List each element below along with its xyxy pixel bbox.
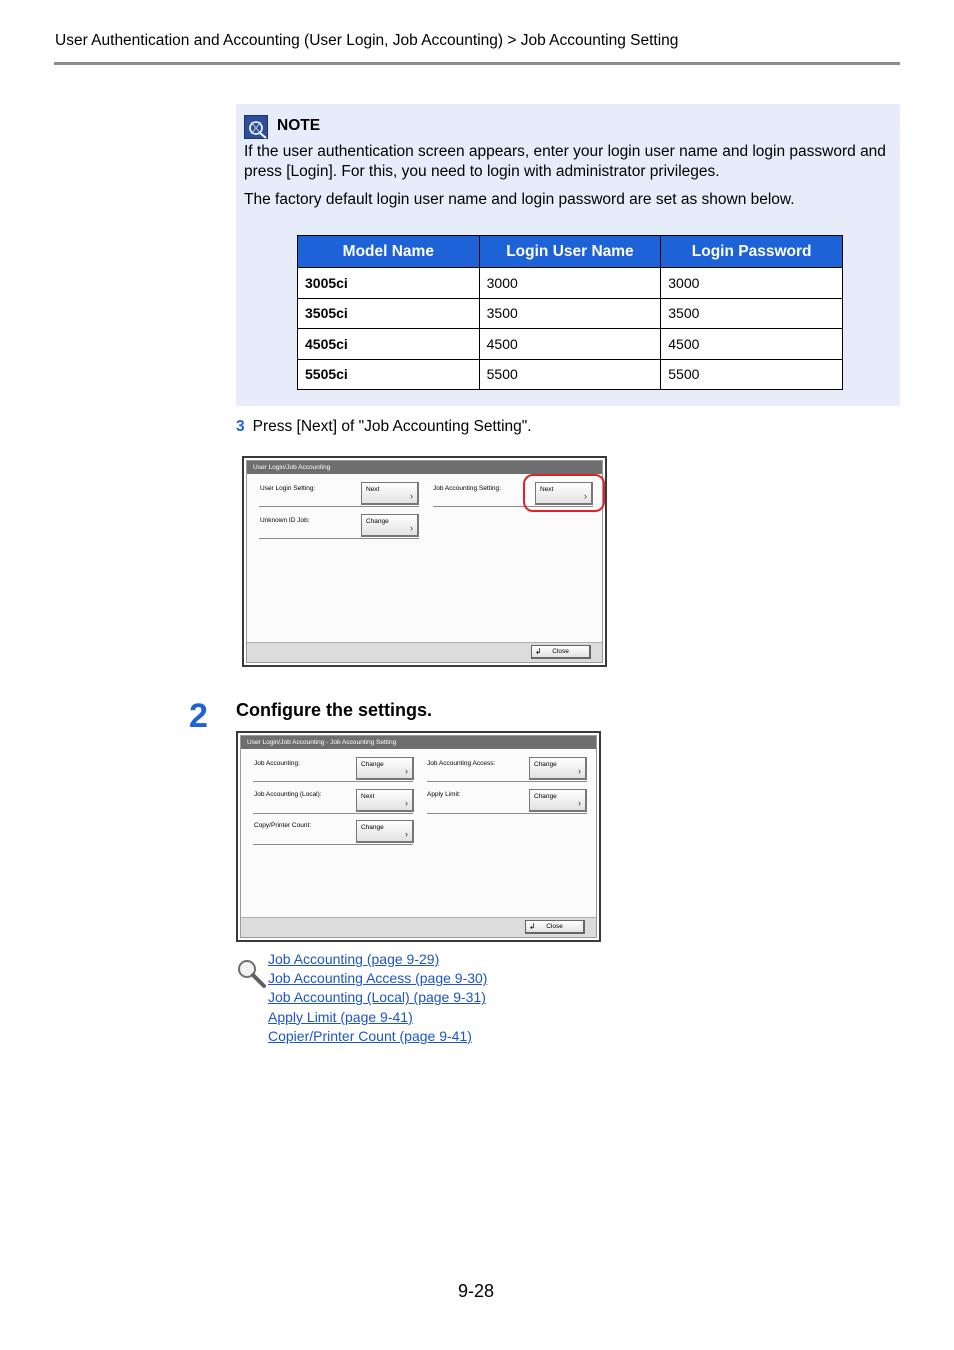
running-header: User Authentication and Accounting (User Login, Job Accounting) > Job Accounting Setting (55, 32, 679, 49)
screen-user-login-job-accounting (242, 456, 607, 667)
divider (253, 813, 413, 814)
note-box (236, 104, 900, 406)
highlight-circle (523, 474, 605, 512)
job-accounting-label: Job Accounting: (254, 760, 300, 767)
chevron-right-icon: › (405, 766, 408, 776)
table-row (298, 268, 843, 299)
header-rule (54, 62, 900, 65)
close-button[interactable] (531, 645, 591, 659)
screen-body (246, 460, 603, 663)
note-icon (244, 115, 268, 139)
close-label: Close (552, 648, 569, 655)
table-header-row (298, 236, 843, 268)
chevron-right-icon: › (584, 491, 587, 501)
job-accounting-local-label: Job Accounting (Local): (254, 791, 322, 798)
table-header-user: Login User Name (479, 236, 661, 268)
note-paragraph-login: If the user authentication screen appears, enter your login user name and login password and press [Login]. For this, you need to login with administrator privileges. (244, 143, 886, 180)
table-row (298, 329, 843, 360)
step-3-text: Press [Next] of "Job Accounting Setting". (252, 418, 532, 435)
button-label: Change (366, 518, 389, 525)
chevron-right-icon: › (405, 798, 408, 808)
table-cell-user: 3500 (479, 298, 661, 329)
note-paragraph-defaults: The factory default login user name and login password are set as shown below. (244, 191, 795, 208)
button-label: Next (366, 486, 380, 493)
button-label: Change (534, 793, 557, 800)
step-2-number: 2 (189, 697, 208, 735)
step-3-number: 3 (236, 418, 245, 435)
screen-body (240, 735, 597, 938)
job-accounting-setting-label: Job Accounting Setting: (433, 485, 501, 492)
user-login-next-button[interactable] (361, 482, 419, 505)
chevron-right-icon: › (578, 798, 581, 808)
table-header-model: Model Name (298, 236, 480, 268)
chevron-right-icon: › (405, 829, 408, 839)
user-login-setting-label: User Login Setting: (260, 485, 316, 492)
reference-links (268, 950, 487, 1046)
screen-job-accounting-setting (236, 731, 601, 942)
unknown-id-change-button[interactable] (361, 514, 419, 537)
close-button[interactable] (525, 920, 585, 934)
divider (253, 781, 413, 782)
button-label: Next (540, 486, 554, 493)
divider (427, 781, 587, 782)
step-3 (236, 418, 532, 436)
table-cell-password: 3000 (661, 268, 843, 299)
return-icon: ↲ (529, 922, 536, 931)
job-accounting-access-label: Job Accounting Access: (427, 760, 496, 767)
divider (427, 813, 587, 814)
chevron-right-icon: › (410, 491, 413, 501)
link-job-accounting-access[interactable]: Job Accounting Access (page 9-30) (268, 970, 488, 987)
divider (253, 844, 413, 845)
magnifier-icon (236, 958, 268, 990)
link-job-accounting-local[interactable]: Job Accounting (Local) (page 9-31) (268, 989, 486, 1006)
return-icon: ↲ (535, 647, 542, 656)
table-header-password: Login Password (661, 236, 843, 268)
table-cell-model: 3005ci (298, 268, 480, 299)
link-copier-printer-count[interactable]: Copier/Printer Count (page 9-41) (268, 1027, 472, 1044)
copy-printer-count-change-button[interactable] (356, 820, 414, 843)
table-cell-password: 4500 (661, 329, 843, 360)
button-label: Change (361, 761, 384, 768)
table-cell-model: 5505ci (298, 359, 480, 390)
link-apply-limit[interactable]: Apply Limit (page 9-41) (268, 1008, 413, 1025)
apply-limit-change-button[interactable] (529, 789, 587, 812)
screen-footer (241, 917, 596, 937)
button-label: Next (361, 793, 375, 800)
table-cell-password: 5500 (661, 359, 843, 390)
note-title: NOTE (277, 117, 321, 134)
page-number: 9-28 (458, 1281, 495, 1301)
divider (259, 506, 419, 507)
screen-title: User Login/Job Accounting - Job Accounting Setting (241, 736, 596, 749)
default-login-table (297, 235, 843, 390)
table-cell-user: 5500 (479, 359, 661, 390)
unknown-id-job-label: Unknown ID Job: (260, 517, 310, 524)
table-cell-user: 4500 (479, 329, 661, 360)
job-accounting-change-button[interactable] (356, 757, 414, 780)
job-accounting-access-change-button[interactable] (529, 757, 587, 780)
step-2-title: Configure the settings. (236, 700, 433, 720)
copy-printer-count-label: Copy/Printer Count: (254, 822, 312, 829)
button-label: Change (534, 761, 557, 768)
job-accounting-local-next-button[interactable] (356, 789, 414, 812)
screen-title: User Login/Job Accounting (247, 461, 602, 474)
chevron-right-icon: › (410, 523, 413, 533)
screen-footer (247, 642, 602, 662)
table-cell-model: 3505ci (298, 298, 480, 329)
button-label: Change (361, 824, 384, 831)
divider (259, 538, 419, 539)
table-cell-password: 3500 (661, 298, 843, 329)
table-cell-model: 4505ci (298, 329, 480, 360)
link-job-accounting[interactable]: Job Accounting (page 9-29) (268, 951, 440, 967)
close-label: Close (546, 923, 563, 930)
table-row (298, 298, 843, 329)
table-cell-user: 3000 (479, 268, 661, 299)
apply-limit-label: Apply Limit: (427, 791, 461, 798)
table-row (298, 359, 843, 390)
chevron-right-icon: › (578, 766, 581, 776)
